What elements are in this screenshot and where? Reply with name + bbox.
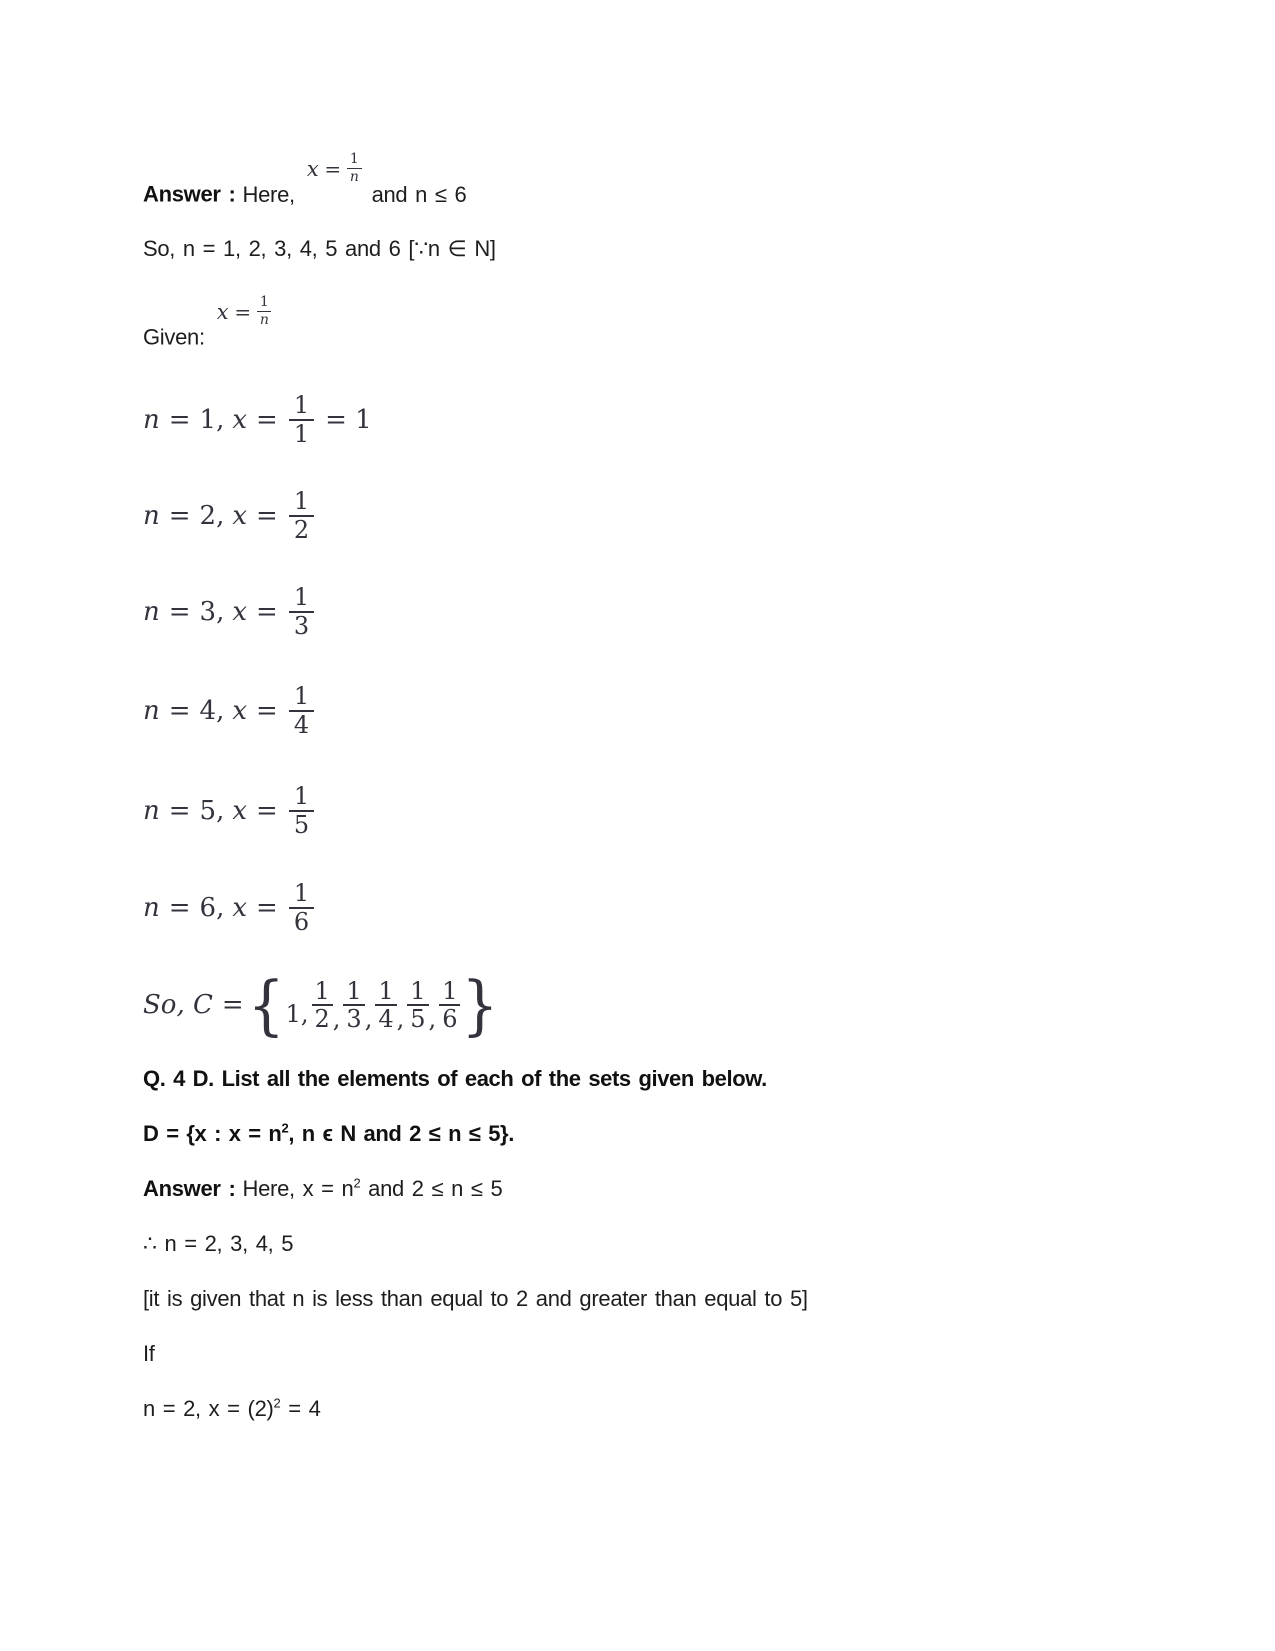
formula-x-equals-1-over-n xyxy=(307,151,362,186)
math-equals-sign: = xyxy=(256,696,278,726)
fraction-denominator: 5 xyxy=(410,1005,426,1033)
answer-line-q4c xyxy=(143,151,467,212)
fraction-denominator: 2 xyxy=(293,516,310,544)
math-var-x: x xyxy=(232,796,248,826)
fraction-denominator: 4 xyxy=(293,711,310,739)
final-post-text: = 4 xyxy=(280,1396,321,1421)
note-line: [it is given that n is less than equal to 2 and greater than equal to 5] xyxy=(143,1286,808,1311)
math-var-x: x xyxy=(232,501,248,531)
math-value: 4, xyxy=(199,696,225,726)
math-value: 1, xyxy=(199,405,225,435)
math-equals-sign: = xyxy=(168,796,191,826)
math-equals-sign: = xyxy=(234,299,251,324)
fraction-numerator: 1 xyxy=(289,584,314,613)
therefore-n-values-line: ∴ n = 2, 3, 4, 5 xyxy=(143,1231,294,1256)
math-equals-sign: = xyxy=(168,501,191,531)
math-var-n: n xyxy=(143,405,160,435)
math-var-x: x xyxy=(232,696,248,726)
math-value: 2, xyxy=(199,501,225,531)
math-var-x: x xyxy=(216,299,229,324)
math-var-x: x xyxy=(232,405,248,435)
final-pre-text: n = 2, x = (2) xyxy=(143,1396,274,1421)
question-heading-q4d: Q. 4 D. List all the elements of each of the sets given below. xyxy=(143,1066,767,1091)
formula-x-equals-1-over-n xyxy=(217,294,272,329)
math-var-n: n xyxy=(143,696,160,726)
fraction-numerator: 1 xyxy=(289,683,314,712)
superscript-2: 2 xyxy=(353,1175,361,1191)
math-var-n: n xyxy=(143,501,160,531)
fraction-numerator: 1 xyxy=(289,392,314,421)
answer-post-text: and 2 ≤ n ≤ 5 xyxy=(360,1176,503,1201)
fraction-numerator: 1 xyxy=(343,978,364,1006)
comma-separator: , xyxy=(364,1005,373,1033)
math-var-n: n xyxy=(143,597,160,627)
equation-n-equals-6 xyxy=(143,879,314,937)
superscript-2: 2 xyxy=(281,1120,289,1136)
comma-separator: , xyxy=(396,1005,405,1033)
fraction-numerator: 1 xyxy=(347,151,362,169)
answer-here-text: Here, xyxy=(242,181,295,207)
fraction-numerator: 1 xyxy=(289,488,314,517)
math-equals-sign: = xyxy=(256,796,278,826)
math-equals-sign: = xyxy=(168,405,191,435)
equation-result: = 1 xyxy=(325,405,372,435)
fraction xyxy=(312,978,333,1032)
fraction xyxy=(407,978,428,1032)
fraction-denominator: n xyxy=(259,312,269,328)
answer-label: Answer : xyxy=(143,1176,236,1201)
comma-separator: , xyxy=(332,1005,341,1033)
given-label: Given: xyxy=(143,324,205,350)
math-var-n: n xyxy=(143,893,160,923)
math-equals-sign: = xyxy=(256,893,278,923)
math-var-x: x xyxy=(306,156,319,181)
math-value: 6, xyxy=(199,893,225,923)
equation-n-equals-4 xyxy=(143,682,314,740)
equation-n-equals-3 xyxy=(143,583,314,641)
fraction-numerator: 1 xyxy=(407,978,428,1006)
fraction xyxy=(289,488,314,544)
fraction xyxy=(289,783,314,839)
fraction xyxy=(439,978,460,1032)
fraction-numerator: 1 xyxy=(289,783,314,812)
fraction-denominator: 2 xyxy=(314,1005,330,1033)
math-equals-sign: = xyxy=(256,597,278,627)
math-var-x: x xyxy=(232,893,248,923)
fraction xyxy=(289,683,314,739)
math-equals-sign: = xyxy=(168,893,191,923)
math-equals-sign: = xyxy=(221,990,244,1020)
fraction-denominator: 3 xyxy=(293,612,310,640)
set-d-pre: D = {x : x = n xyxy=(143,1121,282,1146)
open-brace: { xyxy=(247,966,285,1044)
fraction-denominator: 3 xyxy=(346,1005,362,1033)
close-brace: } xyxy=(461,966,499,1044)
fraction-numerator: 1 xyxy=(257,294,272,312)
fraction-denominator: 1 xyxy=(293,420,310,448)
if-line: If xyxy=(143,1341,155,1366)
math-so-c: So, C xyxy=(143,990,213,1020)
given-line xyxy=(143,294,272,355)
fraction-denominator: 4 xyxy=(378,1005,394,1033)
small-fraction xyxy=(257,294,272,329)
answer-label: Answer : xyxy=(143,181,236,207)
answer-pre-text: Here, x = n xyxy=(242,1176,354,1201)
equation-n-equals-5 xyxy=(143,782,314,840)
small-fraction xyxy=(347,151,362,186)
answer-condition-text: and n ≤ 6 xyxy=(371,181,467,207)
math-value: 3, xyxy=(199,597,225,627)
set-d-definition xyxy=(143,1120,514,1148)
equation-n-equals-2 xyxy=(143,487,314,545)
equation-n-equals-1 xyxy=(143,391,372,449)
answer-line-q4d xyxy=(143,1175,502,1203)
so-n-values-line: So, n = 1, 2, 3, 4, 5 and 6 [∵n ∈ N] xyxy=(143,236,496,261)
fraction-numerator: 1 xyxy=(312,978,333,1006)
fraction-denominator: n xyxy=(349,169,359,185)
math-var-x: x xyxy=(232,597,248,627)
set-d-post: , n ϵ N and 2 ≤ n ≤ 5}. xyxy=(288,1121,514,1146)
fraction xyxy=(375,978,396,1032)
fraction-numerator: 1 xyxy=(439,978,460,1006)
fraction-denominator: 6 xyxy=(293,908,310,936)
fraction-denominator: 6 xyxy=(442,1005,458,1033)
set-element-1: 1, xyxy=(285,1000,309,1028)
fraction xyxy=(289,584,314,640)
fraction-numerator: 1 xyxy=(375,978,396,1006)
comma-separator: , xyxy=(428,1005,437,1033)
math-equals-sign: = xyxy=(168,696,191,726)
fraction-numerator: 1 xyxy=(289,880,314,909)
fraction xyxy=(289,880,314,936)
superscript-2: 2 xyxy=(273,1395,281,1411)
set-c-result-equation xyxy=(143,966,499,1044)
math-equals-sign: = xyxy=(256,405,278,435)
fraction xyxy=(289,392,314,448)
math-equals-sign: = xyxy=(168,597,191,627)
math-equals-sign: = xyxy=(324,156,341,181)
math-equals-sign: = xyxy=(256,501,278,531)
math-var-n: n xyxy=(143,796,160,826)
math-value: 5, xyxy=(199,796,225,826)
fraction xyxy=(343,978,364,1032)
final-computation-line xyxy=(143,1395,321,1423)
fraction-denominator: 5 xyxy=(293,811,310,839)
